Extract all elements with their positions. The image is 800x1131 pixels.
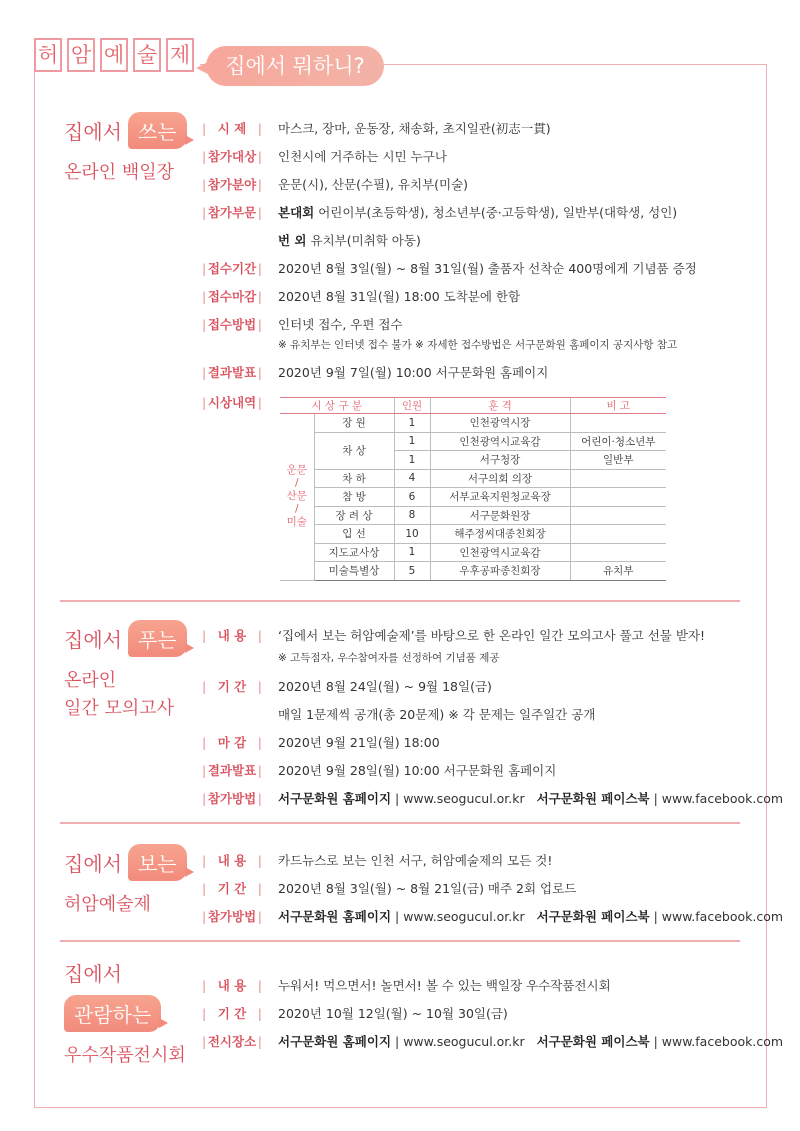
row-deadline: | 접수마감 | 2020년 8월 31일(월) 18:00 도착분에 한함 — [202, 289, 521, 304]
row-label: 기 간 — [217, 679, 247, 694]
award-honor: 우후공파종친회장 — [430, 562, 570, 581]
row-awards: | 시상내역 | — [202, 395, 262, 410]
site-link[interactable]: www.seogucul.or.kr — [403, 1034, 525, 1049]
section-bubble: 쓰는 — [128, 112, 187, 149]
row-value: 매일 1문제씩 공개(총 20문제) ※ 각 문제는 일주일간 공개 — [278, 707, 596, 722]
award-note — [570, 414, 666, 433]
table-row — [280, 488, 666, 507]
row-label: 전시장소 — [207, 1034, 257, 1049]
row-result: | 결과발표 | 2020년 9월 28일(월) 10:00 서구문화원 홈페이지 — [202, 763, 557, 778]
row-label: 접수방법 — [207, 317, 257, 332]
award-note — [570, 506, 666, 525]
award-honor: 서구의회 의장 — [430, 469, 570, 488]
row-label: 참가방법 — [207, 791, 257, 806]
table-row — [280, 414, 666, 433]
row-content: | 내 용 | ‘집에서 보는 허암예술제’를 바탕으로 한 온라인 일간 모의고사 풀고 선물 받자! — [202, 628, 706, 643]
award-note: 어린이·청소년부 — [570, 432, 666, 451]
site-link[interactable]: www.seogucul.or.kr — [403, 909, 525, 924]
facebook-name: 서구문화원 페이스북 — [536, 1034, 650, 1049]
row-label: 내 용 — [217, 853, 247, 868]
row-label: 접수마감 — [207, 289, 257, 304]
award-note — [570, 488, 666, 507]
table-row — [280, 432, 666, 451]
row-value: ‘집에서 보는 허암예술제’를 바탕으로 한 온라인 일간 모의고사 풀고 선물 받자! — [278, 628, 706, 643]
award-count: 1 — [394, 543, 430, 562]
table-row — [280, 469, 666, 488]
title-char: 제 — [166, 38, 194, 72]
row-value: 카드뉴스로 보는 인천 서구, 허암예술제의 모든 것! — [278, 853, 553, 868]
award-note — [570, 543, 666, 562]
site-name: 서구문화원 홈페이지 — [278, 909, 392, 924]
row-how: | 참가방법 | 서구문화원 홈페이지 | www.seogucul.or.kr 서구문화원 페이스북 | www.facebook.com — [202, 909, 784, 924]
award-honor: 서부교육지원청교육장 — [430, 488, 570, 507]
award-count: 1 — [394, 432, 430, 451]
row-value: 운문(시), 산문(수필), 유치부(미술) — [278, 177, 469, 192]
row-label: 결과발표 — [207, 763, 257, 778]
award-name: 미술특별상 — [314, 562, 394, 581]
site-link[interactable]: www.seogucul.or.kr — [403, 791, 525, 806]
row-label: 기 간 — [217, 881, 247, 896]
section-subtitle: 일간 모의고사 — [64, 698, 175, 719]
title-char: 예 — [100, 38, 128, 72]
row-value: 인터넷 접수, 우편 접수 — [278, 317, 403, 332]
section-subtitle: 온라인 — [64, 670, 117, 691]
facebook-name: 서구문화원 페이스북 — [536, 791, 650, 806]
row-label: 기 간 — [217, 1006, 247, 1021]
section-watch-title — [64, 844, 187, 919]
row-value: 2020년 9월 21일(월) 18:00 — [278, 735, 440, 750]
row-division-extra — [262, 232, 421, 250]
row-period-extra — [262, 706, 595, 724]
section-prefix: 집에서 — [64, 852, 122, 876]
award-honor: 인천광역시교육감 — [430, 543, 570, 562]
award-honor: 서구청장 — [430, 451, 570, 470]
table-row — [280, 525, 666, 544]
row-label: 내 용 — [217, 628, 247, 643]
award-name: 참 방 — [314, 488, 394, 507]
table-row — [280, 506, 666, 525]
table-header-row — [280, 398, 666, 414]
section-subtitle: 허암예술제 — [64, 894, 151, 915]
division-extra-text: 유치부(미취학 아동) — [310, 233, 421, 248]
festival-title — [34, 38, 200, 72]
award-honor: 해주정씨대종친회장 — [430, 525, 570, 544]
row-division: | 참가부문 | 본대회 어린이부(초등학생), 청소년부(중·고등학생), 일반부(대학생, 성인) — [202, 205, 678, 220]
award-name: 차 하 — [314, 469, 394, 488]
division-main-text: 어린이부(초등학생), 청소년부(중·고등학생), 일반부(대학생, 성인) — [318, 205, 678, 220]
award-count: 1 — [394, 451, 430, 470]
section-divider — [60, 600, 740, 602]
row-label: 참가분야 — [207, 177, 257, 192]
section-solve-title — [64, 620, 187, 723]
row-period: | 기 간 | 2020년 8월 24일(월) ~ 9월 18일(금) — [202, 679, 492, 694]
row-value: 2020년 8월 24일(월) ~ 9월 18일(금) — [278, 679, 492, 694]
method-note: ※ 유치부는 인터넷 접수 불가 ※ 자세한 접수방법은 서구문화원 홈페이지 공지사항 참고 — [278, 339, 678, 351]
row-place: | 전시장소 | 서구문화원 홈페이지 | www.seogucul.or.kr 서구문화원 페이스북 | www.facebook.com — [202, 1034, 784, 1049]
row-content: | 내 용 | 카드뉴스로 보는 인천 서구, 허암예술제의 모든 것! — [202, 853, 553, 868]
section-bubble: 푸는 — [128, 620, 187, 657]
award-note: 유치부 — [570, 562, 666, 581]
award-note — [570, 469, 666, 488]
row-label: 결과발표 — [207, 365, 257, 380]
row-label: 마 감 — [217, 735, 247, 750]
row-value: 누워서! 먹으면서! 놀면서! 볼 수 있는 백일장 우수작품전시회 — [278, 978, 611, 993]
row-deadline: | 마 감 | 2020년 9월 21일(월) 18:00 — [202, 735, 440, 750]
row-label: 시상내역 — [207, 395, 257, 410]
title-char: 암 — [67, 38, 95, 72]
division-main-label: 본대회 — [278, 205, 315, 220]
row-theme: | 시 제 | 마스크, 장마, 운동장, 채송화, 초지일관(初志一貫) — [202, 121, 551, 136]
site-name: 서구문화원 홈페이지 — [278, 1034, 392, 1049]
award-count: 4 — [394, 469, 430, 488]
row-how: | 참가방법 | 서구문화원 홈페이지 | www.seogucul.or.kr 서구문화원 페이스북 | www.facebook.com — [202, 791, 784, 806]
award-name: 장 원 — [314, 414, 394, 433]
awards-table — [280, 397, 666, 581]
section-divider — [60, 822, 740, 824]
section-bubble: 관람하는 — [64, 995, 161, 1032]
row-content: | 내 용 | 누워서! 먹으면서! 놀면서! 볼 수 있는 백일장 우수작품전시회 — [202, 978, 611, 993]
row-label: 접수기간 — [207, 261, 257, 276]
award-note — [570, 525, 666, 544]
facebook-link[interactable]: www.facebook.com — [661, 791, 784, 806]
col-header: 인원 — [394, 398, 430, 414]
row-value: 마스크, 장마, 운동장, 채송화, 초지일관(初志一貫) — [278, 121, 551, 136]
award-name: 장 려 상 — [314, 506, 394, 525]
col-header: 시 상 구 분 — [280, 398, 394, 414]
row-label: 참가부문 — [207, 205, 257, 220]
row-value: 인천시에 거주하는 시민 누구나 — [278, 149, 447, 164]
section-subtitle: 온라인 백일장 — [64, 162, 175, 183]
section-prefix: 집에서 — [64, 628, 122, 652]
row-period: | 기 간 | 2020년 8월 3일(월) ~ 8월 21일(금) 매주 2회 업로드 — [202, 881, 577, 896]
row-label: 참가대상 — [207, 149, 257, 164]
row-value: 2020년 8월 3일(월) ~ 8월 31일(월) 출품자 선착순 400명에게 기념품 증정 — [278, 261, 697, 276]
facebook-name: 서구문화원 페이스북 — [536, 909, 650, 924]
division-extra-label: 번 외 — [278, 233, 307, 248]
facebook-link[interactable]: www.facebook.com — [661, 1034, 784, 1049]
row-period: | 기 간 | 2020년 10월 12일(월) ~ 10월 30일(금) — [202, 1006, 508, 1021]
site-name: 서구문화원 홈페이지 — [278, 791, 392, 806]
row-field: | 참가분야 | 운문(시), 산문(수필), 유치부(미술) — [202, 177, 469, 192]
title-char: 허 — [34, 38, 62, 72]
award-note: 일반부 — [570, 451, 666, 470]
section-prefix: 집에서 — [64, 962, 122, 986]
title-char: 술 — [133, 38, 161, 72]
section-bubble: 보는 — [128, 844, 187, 881]
row-period: | 접수기간 | 2020년 8월 3일(월) ~ 8월 31일(월) 출품자 선착순 400명에게 기념품 증정 — [202, 261, 697, 276]
award-honor: 서구문화원장 — [430, 506, 570, 525]
col-header: 훈 격 — [430, 398, 570, 414]
award-count: 8 — [394, 506, 430, 525]
award-count: 5 — [394, 562, 430, 581]
award-count: 10 — [394, 525, 430, 544]
award-name: 지도교사상 — [314, 543, 394, 562]
facebook-link[interactable]: www.facebook.com — [661, 909, 784, 924]
row-value: 2020년 8월 3일(월) ~ 8월 21일(금) 매주 2회 업로드 — [278, 881, 577, 896]
row-value: 2020년 9월 7일(월) 10:00 서구문화원 홈페이지 — [278, 365, 549, 380]
section-divider — [60, 940, 740, 942]
section-write-title — [64, 112, 187, 187]
section-subtitle: 우수작품전시회 — [64, 1045, 186, 1066]
table-row — [280, 562, 666, 581]
award-count: 1 — [394, 414, 430, 433]
col-header: 비 고 — [570, 398, 666, 414]
award-name: 입 선 — [314, 525, 394, 544]
row-value: 2020년 10월 12일(월) ~ 10월 30일(금) — [278, 1006, 508, 1021]
content-note: ※ 고득점자, 우수참여자를 선정하여 기념품 제공 — [278, 652, 500, 664]
section-prefix: 집에서 — [64, 120, 122, 144]
row-label: 참가방법 — [207, 909, 257, 924]
row-value: 2020년 8월 31일(월) 18:00 도착분에 한함 — [278, 289, 521, 304]
row-result: | 결과발표 | 2020년 9월 7일(월) 10:00 서구문화원 홈페이지 — [202, 365, 549, 380]
row-value: 2020년 9월 28일(월) 10:00 서구문화원 홈페이지 — [278, 763, 557, 778]
row-label: 시 제 — [217, 121, 247, 136]
award-honor: 인천광역시교육감 — [430, 432, 570, 451]
award-honor: 인천광역시장 — [430, 414, 570, 433]
header-pill: 집에서 뭐하니? — [206, 46, 384, 86]
award-name: 차 상 — [314, 432, 394, 469]
section-view-title — [64, 958, 186, 1070]
row-method: | 접수방법 | 인터넷 접수, 우편 접수 — [202, 317, 403, 332]
table-row — [280, 543, 666, 562]
award-count: 6 — [394, 488, 430, 507]
row-label: 내 용 — [217, 978, 247, 993]
award-category: 운문 / 산문 / 미술 — [280, 414, 314, 581]
row-target: | 참가대상 | 인천시에 거주하는 시민 누구나 — [202, 149, 447, 164]
